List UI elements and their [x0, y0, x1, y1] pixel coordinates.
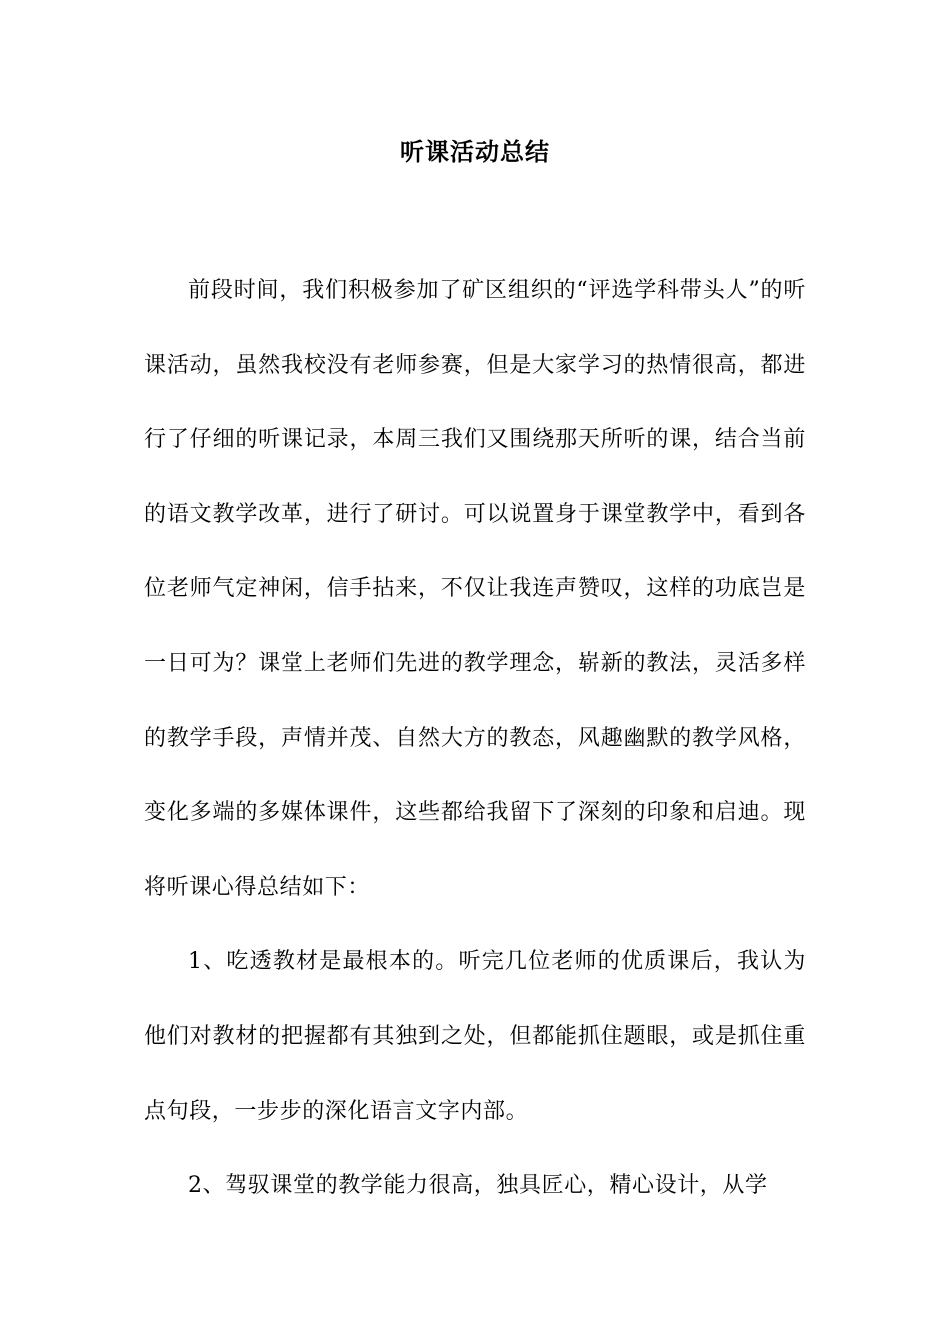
paragraph-intro: 前段时间，我们积极参加了矿区组织的“评选学科带头人”的听课活动，虽然我校没有老师参赛，但是大家学习的热情很高，都进行了仔细的听课记录，本周三我们又围绕那天所听的课，结合当前的语文教学改革，进行了研讨。可以说置身于课堂教学中，看到各位老师气定神闲，信手拈来，不仅让我连声赞叹，这样的功底岂是一日可为？课堂上老师们先进的教学理念，崭新的教法，灵活多样的教学手段，声情并茂、自然大方的教态，风趣幽默的教学风格，变化多端的多媒体课件，这些都给我留下了深刻的印象和启迪。现将听课心得总结如下： [144, 278, 806, 900]
paragraph-point-2: 2、驾驭课堂的教学能力很高，独具匠心，精心设计，从学 [188, 1173, 768, 1199]
paragraph-point-1: 1、吃透教材是最根本的。听完几位老师的优质课后，我认为他们对教材的把握都有其独到之处，但都能抓住题眼，或是抓住重点句段，一步步的深化语言文字内部。 [144, 949, 806, 1124]
document-body [144, 254, 806, 1224]
page-title: 听课活动总结 [400, 137, 550, 166]
